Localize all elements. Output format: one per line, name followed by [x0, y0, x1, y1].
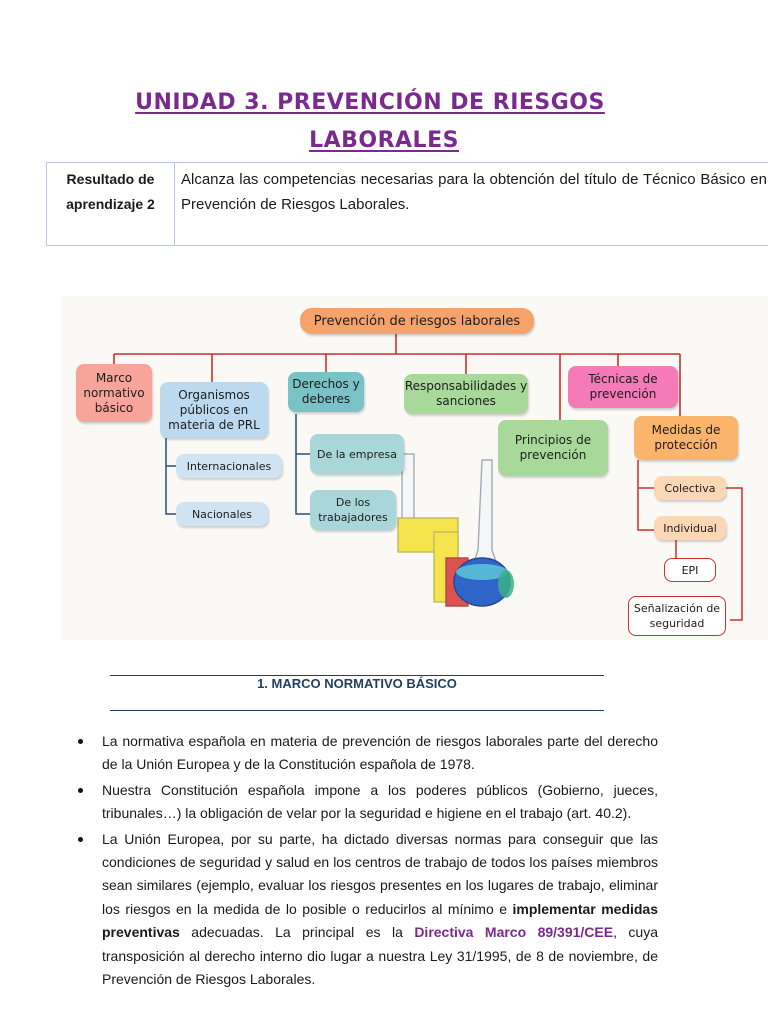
learning-outcome-text: Alcanza las competencias necesarias para la obtención del título de Técnico Básico en Prevención de Riesgos Laborales. [181, 171, 767, 213]
bullet-dot [78, 788, 83, 793]
bullet-text: , cuya transposición al derecho interno dio lugar a nuestra Ley 31/1995, de 8 de noviembre, de Prevención de Riesgos Laborales. [102, 924, 659, 988]
bullet-text: La normativa española en materia de prevención de riesgos laborales parte del derecho de la Unión Europea y de la Constitución española de 1978. [102, 733, 658, 773]
node-organismos-publicos: Organismos públicos en materia de PRL [160, 382, 268, 438]
node-tecnicas-prevencion: Técnicas de prevención [568, 366, 678, 408]
node-epi: EPI [664, 558, 716, 582]
bullet-item [78, 730, 658, 777]
bullet-text: La Unión Europea, por su parte, ha dictado diversas normas para conseguir que las condiciones de seguridad y salud en los centros de trabajo de todos los países miembros sean similares (ejemplo, evaluar los riesgos presentes en los lugares de trabajo, eliminar los riesgos en la medida de lo posible o reducirlos al mínimo e [102, 830, 658, 917]
section-title: 1. MARCO NORMATIVO BÁSICO [257, 676, 457, 691]
bullet-item [78, 779, 658, 826]
bullet-dot [78, 837, 83, 842]
node-nacionales: Nacionales [176, 502, 268, 526]
node-internacionales: Internacionales [176, 454, 282, 478]
bullet-text: adecuadas. La principal es la [179, 924, 415, 941]
prl-concept-diagram [62, 296, 768, 640]
section-rule-bottom [110, 710, 604, 711]
node-colectiva: Colectiva [654, 476, 726, 500]
node-responsabilidades-sanciones: Responsabilidades y sanciones [404, 374, 528, 414]
node-prevencion-riesgos-laborales: Prevención de riesgos laborales [300, 308, 534, 334]
node-de-la-empresa: De la empresa [310, 434, 404, 474]
bullet-bold-text: implementar medidas preventivas [102, 900, 659, 941]
learning-outcome-label: Resultado de aprendizaje 2 [47, 163, 175, 245]
page-title-line-2: LABORALES [309, 128, 459, 153]
bullet-list [78, 730, 658, 993]
learning-outcome-table [46, 162, 768, 246]
bullet-dot [78, 739, 83, 744]
node-marco-normativo: Marco normativo básico [76, 364, 152, 422]
directive-link[interactable]: Directiva Marco 89/391/CEE [414, 924, 614, 941]
diagram-connectors [62, 296, 768, 640]
node-medidas-proteccion: Medidas de protección [634, 416, 738, 460]
node-senalizacion-seguridad: Señalización de seguridad [628, 596, 726, 636]
node-de-los-trabajadores: De los trabajadores [310, 490, 396, 530]
node-individual: Individual [654, 516, 726, 540]
bullet-item [78, 828, 658, 992]
page-title-line-1: UNIDAD 3. PREVENCIÓN DE RIESGOS [135, 90, 605, 115]
node-derechos-deberes: Derechos y deberes [288, 372, 364, 412]
node-principios-prevencion: Principios de prevención [498, 420, 608, 476]
bullet-text: Nuestra Constitución española impone a los poderes públicos (Gobierno, jueces, tribunales…) la obligación de velar por la seguridad e higiene en el trabajo (art. 40.2). [102, 781, 658, 822]
